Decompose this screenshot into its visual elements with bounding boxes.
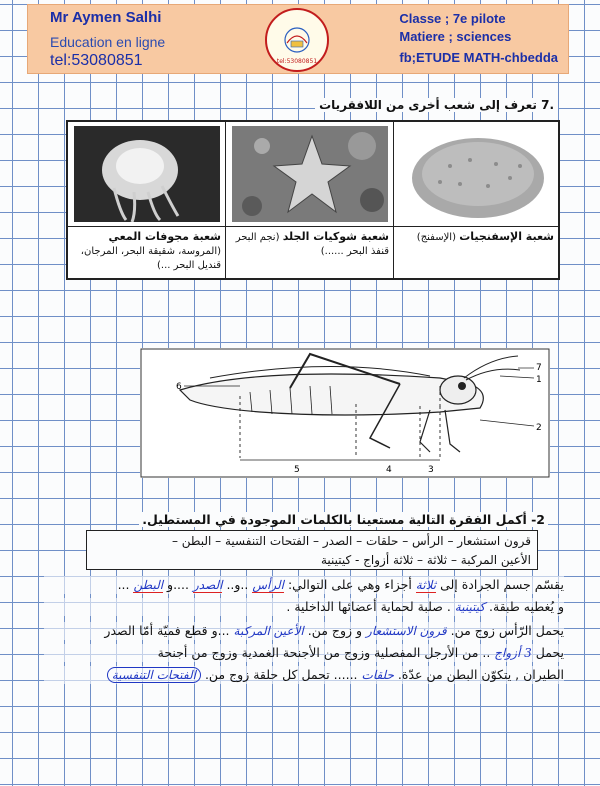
diagram-label-3: 3 <box>428 465 434 475</box>
caption-sponges-examples: (الإسفنج) <box>416 232 456 243</box>
line3-text-b: و زوج من. <box>307 623 363 638</box>
facebook-label: fb;ETUDE MATH-chbedda <box>399 50 558 65</box>
cell-divider <box>394 226 558 227</box>
line2-text-a: و يُغطيه طبقة. <box>489 599 564 614</box>
exercise-2-title: 2- أكمل الفقرة التالية مستعينا بالكلمات الموجودة في المستطيل. <box>139 512 548 527</box>
caption-echinoderms-examples: (نجم البحر قنفذ البحر ......) <box>235 232 389 257</box>
line1-text-e: ... <box>117 577 130 592</box>
paragraph-line-3 <box>44 622 564 640</box>
line5-text-a: الطيران , يتكوّن البطن من عدّة. <box>397 667 564 682</box>
diagram-label-4: 4 <box>386 465 392 475</box>
caption-cnidaria <box>72 230 221 273</box>
line1-text-d: ....و <box>167 577 189 592</box>
jellyfish-photo <box>74 126 220 222</box>
line4-text-b: .. من الأرجل المفصلية وزوج من الأجنحة الغمدية وزوج من أجنحة <box>157 645 491 660</box>
grasshopper-diagram <box>140 348 550 478</box>
diagram-label-2: 2 <box>536 423 542 433</box>
caption-cnidaria-examples: (المروسة، شقيقة البحر، المرجان، قنديل البحر ...) <box>80 246 221 271</box>
cell-divider <box>226 226 393 227</box>
sponge-photo <box>400 126 552 222</box>
answer-three: ثلاثة <box>415 578 437 592</box>
table-cell-echinoderms <box>226 122 394 278</box>
table-cell-sponges <box>394 122 558 278</box>
caption-cnidaria-title: شعبة مجوفات المعي <box>108 230 221 243</box>
answer-chitin: كيتينية <box>454 600 486 614</box>
word-bank-line-2: الأعين المركبة – ثلاثة – ثلاثة أزواج - كيتينية <box>320 553 531 567</box>
paragraph-line-5 <box>44 666 564 684</box>
invertebrates-table <box>66 120 560 280</box>
line3-text-c: ...و قطع فميّة أمّا الصدر <box>104 623 230 638</box>
logo-emblem-icon <box>277 25 317 55</box>
worksheet-header <box>27 4 569 74</box>
line1-text-b: أجزاء وهي على التوالي: <box>287 577 412 592</box>
diagram-label-1: 1 <box>536 375 542 385</box>
teacher-phone: tel:53080851 <box>50 52 143 69</box>
paragraph-line-1 <box>44 576 564 594</box>
word-bank-line-1: قرون استشعار – الرأس – حلقات – الصدر – الفتحات التنفسية – البطن – <box>171 534 531 548</box>
diagram-label-5: 5 <box>294 465 300 475</box>
cell-divider <box>68 226 225 227</box>
word-bank-box <box>86 530 538 570</box>
line2-text-b: . صلبة لحماية أعضائها الداخلية . <box>286 599 451 614</box>
answer-three-pairs: 3 أزواج <box>494 646 532 660</box>
answer-thorax: الصدر <box>192 578 223 592</box>
caption-sponges-title: شعبة الإسفنجيات <box>459 230 554 243</box>
caption-echinoderms <box>230 230 389 259</box>
teacher-name: Mr Aymen Salhi <box>50 9 162 26</box>
answer-antennae: قرون الاستشعار <box>366 624 447 638</box>
line1-text-a: يقسّم جسم الجرادة إلى <box>440 577 564 592</box>
line3-text-a: يحمل الرّأس زوج من. <box>450 623 564 638</box>
line1-text-c: ..و.. <box>226 577 249 592</box>
school-logo <box>265 8 329 72</box>
diagram-label-6: 6 <box>176 382 182 392</box>
paragraph-line-2 <box>44 598 564 616</box>
line4-text-a: يحمل <box>535 645 564 660</box>
answer-compound-eyes: الأعين المركبة <box>233 624 304 638</box>
exercise-7-title: .7 تعرف إلى شعب أخرى من اللافقريات <box>315 98 558 112</box>
diagram-label-7: 7 <box>536 363 542 373</box>
caption-sponges <box>398 230 554 245</box>
logo-phone: tel:53080851 <box>276 58 318 65</box>
answer-spiracles: الفتحات التنفسية <box>107 667 201 683</box>
answer-head: الرأس <box>252 578 284 592</box>
class-info <box>399 11 558 68</box>
caption-echinoderms-title: شعبة شوكيات الجلد <box>282 230 389 243</box>
subject-label: Matiere ; sciences <box>399 29 512 44</box>
starfish-photo <box>232 126 388 222</box>
answer-abdomen: البطن <box>133 578 164 592</box>
line5-text-b: ...... تحمل كل حلقة زوج من. <box>204 667 358 682</box>
class-label: Classe ; 7e pilote <box>399 11 506 26</box>
paragraph-line-4 <box>44 644 564 662</box>
answer-segments: حلقات <box>361 668 394 682</box>
education-label: Education en ligne <box>50 34 166 50</box>
table-cell-cnidaria <box>68 122 226 278</box>
teacher-info <box>50 9 165 70</box>
